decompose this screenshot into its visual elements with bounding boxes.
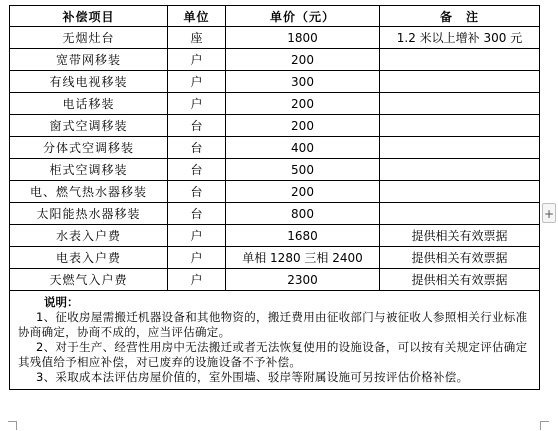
header-unit: 单位 [168, 6, 226, 27]
cell-price: 1680 [226, 225, 380, 247]
cell-item: 有线电视移装 [10, 71, 168, 93]
cell-price: 200 [226, 49, 380, 71]
cell-price: 1800 [226, 27, 380, 49]
cell-unit: 户 [168, 71, 226, 93]
note-line: 2、对于生产、经营性用房中无法搬迁或者无法恢复使用的设施设备，可以按有关规定评估确定其残值给予相应补偿，对已废弃的设施设备不予补偿。 [18, 340, 528, 369]
cell-remark [380, 71, 540, 93]
page-corner-mark-right [540, 421, 549, 430]
cell-price: 200 [226, 93, 380, 115]
cell-item: 分体式空调移装 [10, 137, 168, 159]
cell-item: 无烟灶台 [10, 27, 168, 49]
table-row [10, 247, 540, 269]
cell-price: 300 [226, 71, 380, 93]
cell-unit: 台 [168, 203, 226, 225]
cell-price: 200 [226, 115, 380, 137]
cell-remark [380, 181, 540, 203]
note-line: 1、征收房屋需搬迁机器设备和其他物资的，搬迁费用由征收部门与被征收人参照相关行业标准协商确定，协商不成的，应当评估确定。 [18, 310, 528, 339]
cell-remark [380, 49, 540, 71]
table-row [10, 181, 540, 203]
cell-price: 200 [226, 181, 380, 203]
table-row [10, 159, 540, 181]
cell-remark: 1.2 米以上增补 300 元 [380, 27, 540, 49]
cell-price: 400 [226, 137, 380, 159]
cell-unit: 台 [168, 115, 226, 137]
page-corner-mark-left [8, 421, 17, 430]
cell-price: 2300 [226, 269, 380, 291]
cell-unit: 台 [168, 159, 226, 181]
cell-item: 电话移装 [10, 93, 168, 115]
cell-unit: 台 [168, 181, 226, 203]
cell-price: 800 [226, 203, 380, 225]
notes-title: 说明： [44, 295, 79, 309]
notes-cell [10, 291, 540, 390]
cell-unit: 座 [168, 27, 226, 49]
table-row [10, 203, 540, 225]
cell-item: 窗式空调移装 [10, 115, 168, 137]
table-row [10, 115, 540, 137]
cell-unit: 户 [168, 93, 226, 115]
table-row [10, 269, 540, 291]
cell-remark [380, 93, 540, 115]
table-row [10, 225, 540, 247]
compensation-table [9, 5, 540, 390]
table-row [10, 71, 540, 93]
cell-unit: 台 [168, 137, 226, 159]
cell-remark [380, 159, 540, 181]
cell-remark [380, 137, 540, 159]
cell-price: 500 [226, 159, 380, 181]
cell-unit: 户 [168, 269, 226, 291]
cell-item: 电、燃气热水器移装 [10, 181, 168, 203]
header-item: 补偿项目 [10, 6, 168, 27]
cell-price: 单相 1280 三相 2400 [226, 247, 380, 269]
cell-remark: 提供相关有效票据 [380, 269, 540, 291]
cell-item: 天燃气入户费 [10, 269, 168, 291]
cell-remark [380, 115, 540, 137]
cell-item: 水表入户费 [10, 225, 168, 247]
header-price: 单价（元） [226, 6, 380, 27]
cell-remark [380, 203, 540, 225]
header-remark: 备 注 [380, 6, 540, 27]
add-row-plus-icon[interactable]: + [542, 203, 556, 223]
table-row [10, 93, 540, 115]
cell-item: 太阳能热水器移装 [10, 203, 168, 225]
table-row [10, 27, 540, 49]
cell-unit: 户 [168, 49, 226, 71]
cell-item: 电表入户费 [10, 247, 168, 269]
cell-unit: 户 [168, 247, 226, 269]
cell-remark: 提供相关有效票据 [380, 247, 540, 269]
notes-row [10, 291, 540, 390]
table-header-row [10, 6, 540, 27]
table-row [10, 49, 540, 71]
cell-item: 宽带网移装 [10, 49, 168, 71]
cell-remark: 提供相关有效票据 [380, 225, 540, 247]
note-line: 3、采取成本法评估房屋价值的，室外围墙、驳岸等附属设施可另按评估价格补偿。 [36, 370, 469, 384]
cell-unit: 户 [168, 225, 226, 247]
table-row [10, 137, 540, 159]
cell-item: 柜式空调移装 [10, 159, 168, 181]
